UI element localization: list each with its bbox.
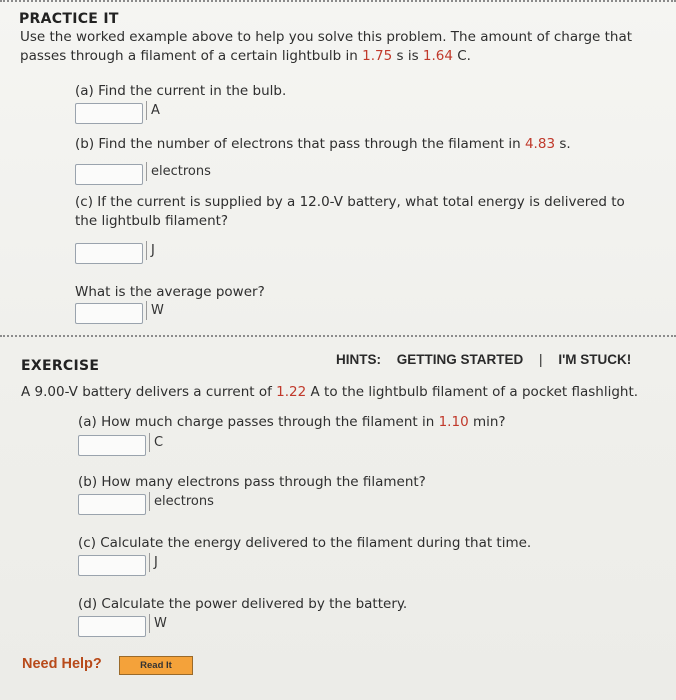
intro-charge-value: 1.64 — [422, 48, 453, 64]
practice-answer-c-unit: J — [146, 241, 155, 260]
practice-answer-d-input[interactable] — [75, 303, 143, 324]
practice-answer-a-input[interactable] — [75, 103, 143, 124]
question-text: s. — [555, 136, 571, 152]
hint-getting-started-link[interactable]: GETTING STARTED — [396, 352, 524, 367]
practice-question-c — [75, 193, 625, 231]
qa-time-value: 1.10 — [438, 414, 469, 430]
exercise-answer-c-input[interactable] — [78, 555, 146, 576]
practice-answer-b-unit: electrons — [146, 162, 211, 181]
question-c-line-1: (c) If the current is supplied by a 12.0-V battery, what total energy is delivered to — [75, 194, 625, 210]
intro-time-value: 1.75 — [362, 48, 393, 64]
practice-intro-line-2 — [20, 47, 632, 66]
practice-heading: PRACTICE IT — [19, 11, 119, 27]
exercise-answer-b-unit: electrons — [149, 492, 214, 511]
exercise-answer-b-input[interactable] — [78, 494, 146, 515]
intro-text: A 9.00-V battery delivers a current of — [21, 384, 277, 400]
intro-text: C. — [452, 48, 471, 64]
hints-label: HINTS: — [336, 352, 381, 367]
practice-answer-b-input[interactable] — [75, 164, 143, 185]
intro-current-value: 1.22 — [276, 384, 307, 400]
practice-question-a: (a) Find the current in the bulb. — [75, 83, 287, 99]
hint-im-stuck-link[interactable]: I'M STUCK! — [558, 352, 632, 367]
practice-intro — [20, 28, 632, 66]
exercise-answer-d-unit: W — [149, 614, 167, 633]
exercise-answer-c-unit: J — [149, 553, 158, 572]
exercise-question-d: (d) Calculate the power delivered by the battery. — [78, 596, 408, 612]
exercise-answer-a-input[interactable] — [78, 435, 146, 456]
qb-time-value: 4.83 — [524, 136, 556, 152]
exercise-question-b: (b) How many electrons pass through the filament? — [78, 474, 426, 490]
question-c-line-2: the lightbulb filament? — [75, 213, 229, 229]
exercise-answer-a-unit: C — [149, 433, 163, 452]
hints-bar — [336, 352, 631, 367]
intro-text: passes through a filament of a certain lightbulb in — [20, 48, 363, 64]
exercise-answer-d-input[interactable] — [78, 616, 146, 637]
exercise-question-a — [78, 413, 506, 432]
question-text: min? — [468, 414, 506, 430]
question-text: (b) Find the number of electrons that pass through the filament in — [75, 136, 525, 152]
section-divider — [0, 335, 676, 337]
practice-question-b — [75, 135, 571, 154]
exercise-question-c: (c) Calculate the energy delivered to the filament during that time. — [78, 535, 532, 551]
question-text: (a) How much charge passes through the filament in — [78, 414, 439, 430]
practice-answer-a-unit: A — [146, 101, 160, 120]
hint-separator: | — [539, 352, 543, 367]
practice-answer-d-unit: W — [146, 301, 164, 320]
intro-text: s is — [392, 48, 423, 64]
exercise-intro — [21, 383, 638, 402]
practice-question-d: What is the average power? — [75, 284, 265, 300]
practice-intro-line-1: Use the worked example above to help you solve this problem. The amount of charge that — [20, 29, 633, 45]
intro-text: A to the lightbulb filament of a pocket flashlight. — [306, 384, 639, 400]
top-divider — [0, 0, 676, 4]
exercise-heading: EXERCISE — [21, 358, 100, 374]
need-help-label: Need Help? — [22, 656, 102, 672]
read-it-button[interactable]: Read It — [119, 656, 193, 675]
practice-answer-c-input[interactable] — [75, 243, 143, 264]
